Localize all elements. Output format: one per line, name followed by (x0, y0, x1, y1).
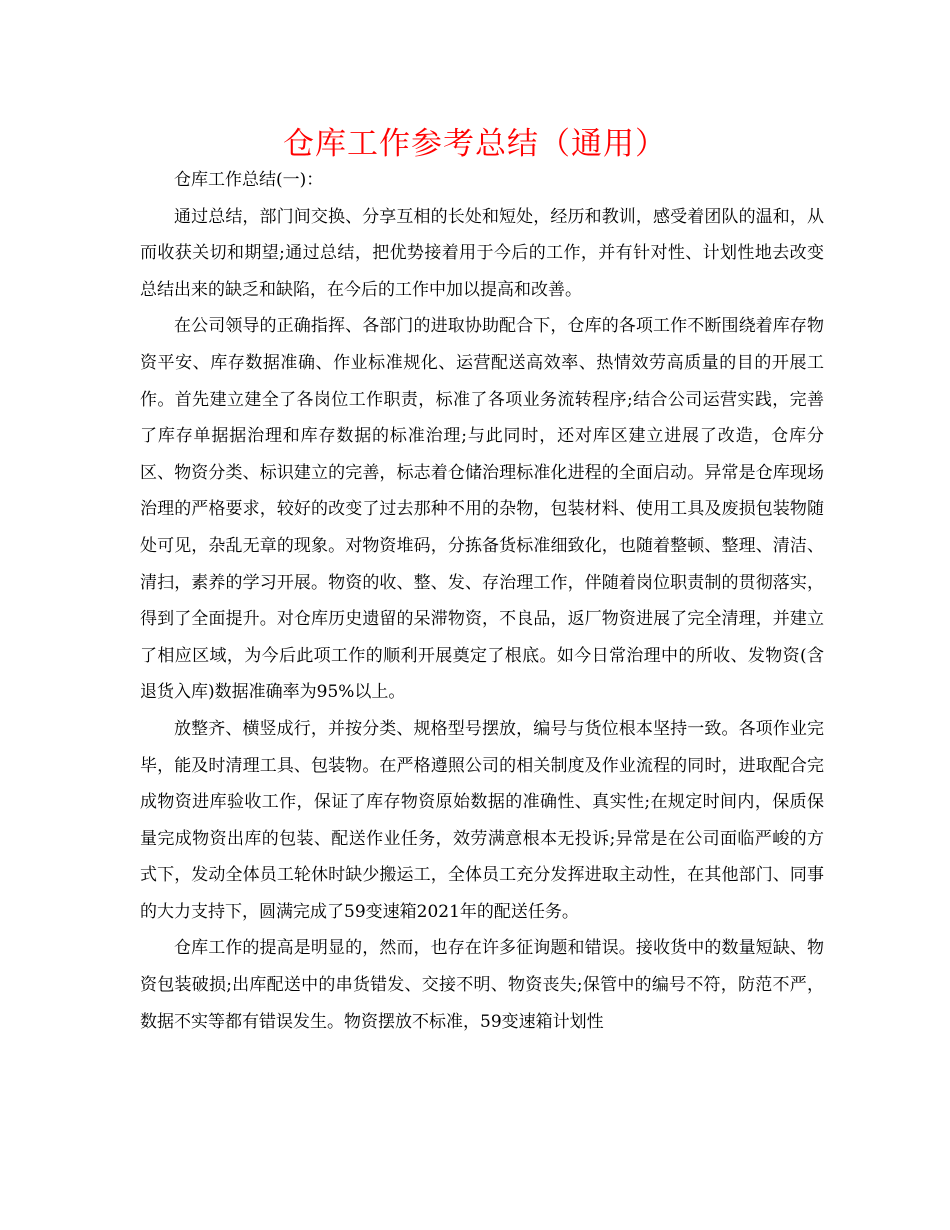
paragraph: 在公司领导的正确指挥、各部门的进取协助配合下，仓库的各项工作不断围绕着库存物资平安、库存数据准确、作业标准规化、运营配送高效率、热情效劳高质量的目的开展工作。首先建立建全了各岗位工作职责，标准了各项业务流转程序;结合公司运营实践，完善了库存单据据治理和库存数据的标准治理;与此同时，还对库区建立进展了改造，仓库分区、物资分类、标识建立的完善，标志着仓储治理标准化进程的全面启动。异常是仓库现场治理的严格要求，较好的改变了过去那种不用的杂物，包装材料、使用工具及废损包装物随处可见，杂乱无章的现象。对物资堆码，分拣备货标准细致化，也随着整顿、整理、清洁、清扫，素养的学习开展。物资的收、整、发、存治理工作，伴随着岗位职责制的贯彻落实，得到了全面提升。对仓库历史遗留的呆滞物资，不良品，返厂物资进展了完全清理，并建立了相应区域，为今后此项工作的顺利开展奠定了根底。如今日常治理中的所收、发物资(含退货入库)数据准确率为95%以上。 (140, 316, 824, 703)
paragraph: 通过总结，部门间交换、分享互相的长处和短处，经历和教训，感受着团队的温和，从而收获关切和期望;通过总结，把优势接着用于今后的工作，并有针对性、计划性地去改变总结出来的缺乏和缺陷，在今后的工作中加以提高和改善。 (140, 206, 824, 300)
paragraph: 放整齐、横竖成行，并按分类、规格型号摆放，编号与货位根本坚持一致。各项作业完毕，能及时清理工具、包装物。在严格遵照公司的相关制度及作业流程的同时，进取配合完成物资进库验收工作，保证了库存物资原始数据的准确性、真实性;在规定时间内，保质保量完成物资出库的包装、配送作业任务，效劳满意根本无投诉;异常是在公司面临严峻的方式下，发动全体员工轮休时缺少搬运工，全体员工充分发挥进取主动性，在其他部门、同事的大力支持下，圆满完成了59变速箱2021年的配送任务。 (140, 718, 824, 922)
section-heading: 仓库工作总结(一)： (174, 170, 324, 190)
document-body (140, 162, 824, 1040)
document-title: 仓库工作参考总结（通用） (283, 126, 667, 162)
paragraph: 仓库工作的提高是明显的，然而，也存在许多征询题和错误。接收货中的数量短缺、物资包装破损;出库配送中的串货错发、交接不明、物资丧失;保管中的编号不符，防范不严，数据不实等都有错误发生。物资摆放不标准，59变速箱计划性 (140, 938, 824, 1032)
